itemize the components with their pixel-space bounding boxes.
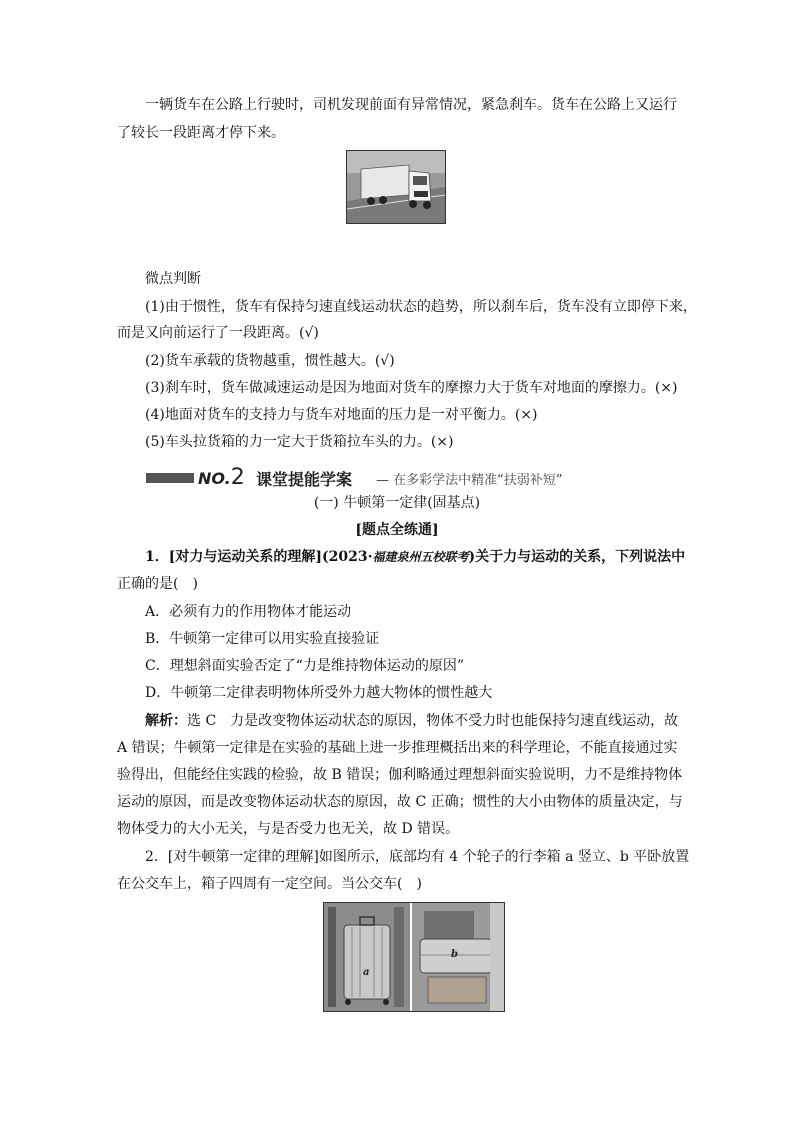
q1-analysis-line-1 <box>145 712 678 730</box>
q1-analysis-line-2: A 错误；牛顿第一定律是在实验的基础上进一步推理概括出来的科学理论，不能直接通过实 <box>117 740 678 756</box>
intro-line-2: 了较长一段距离才停下来。 <box>117 125 285 141</box>
truck-illustration <box>347 151 445 223</box>
banner-bar <box>146 473 194 483</box>
analysis-label: 解析： <box>145 713 187 729</box>
banner-number <box>198 465 245 490</box>
q1-stem-start: 1．[对力与运动关系的理解](2023· <box>145 549 373 565</box>
judgement-item-5: (5)车头拉货箱的力一定大于货箱拉车头的力。(×) <box>145 434 454 450</box>
judgement-item-4: (4)地面对货车的支持力与货车对地面的压力是一对平衡力。(×) <box>145 407 538 423</box>
q1-analysis-line-4: 运动的原因，而是改变物体运动状态的原因，故 C 正确；惯性的大小由物体的质量决定，与 <box>117 794 683 810</box>
luggage-label-b: b <box>451 949 458 960</box>
banner-no-number: 2 <box>230 465 245 490</box>
q1-option-c: C．理想斜面实验否定了“力是维持物体运动的原因” <box>145 658 465 674</box>
q1-analysis-line-5: 物体受力的大小无关，与是否受力也无关，故 D 错误。 <box>117 821 460 837</box>
q1-stem-end: )关于力与运动的关系，下列说法中 <box>468 549 686 565</box>
q1-stem <box>145 548 685 566</box>
truck-photo <box>346 150 446 224</box>
q1-option-b: B．牛顿第一定律可以用实验直接验证 <box>145 631 380 647</box>
banner-title: 课堂提能学案 <box>256 470 353 489</box>
analysis-text-1: 选 C 力是改变物体运动状态的原因，物体不受力时也能保持匀速直线运动，故 <box>187 713 679 729</box>
section-subtitle: [题点全练通] <box>355 522 439 538</box>
q1-stem-line-2: 正确的是( ) <box>117 576 198 592</box>
section-title: (一) 牛顿第一定律(固基点) <box>313 495 481 511</box>
judgement-item-3: (3)刹车时，货车做减速运动是因为地面对货车的摩擦力大于货车对地面的摩擦力。(×) <box>145 380 678 396</box>
q1-source: 福建泉州五校联考 <box>372 550 469 564</box>
q2-stem-line-1: 2．[对牛顿第一定律的理解]如图所示，底部均有 4 个轮子的行李箱 a 竖立、b 平卧放置 <box>145 849 690 865</box>
banner-no-label: NO. <box>198 469 231 488</box>
q1-analysis-line-3: 验得出，但能经住实践的检验，故 B 错误；伽利略通过理想斜面实验说明，力不是维持物体 <box>117 767 683 783</box>
banner-subtitle: — 在多彩学法中精准“扶弱补短” <box>376 473 563 488</box>
judgement-heading: 微点判断 <box>145 271 201 287</box>
judgement-item-1-cont: 而是又向前运行了一段距离。(√) <box>117 325 319 341</box>
q1-option-d: D．牛顿第二定律表明物体所受外力越大物体的惯性越大 <box>145 685 493 701</box>
q1-option-a: A．必须有力的作用物体才能运动 <box>145 604 352 620</box>
intro-line-1: 一辆货车在公路上行驶时，司机发现前面有异常情况，紧急刹车。货车在公路上又运行 <box>145 97 677 113</box>
luggage-photo <box>323 902 505 1012</box>
section-banner <box>144 464 664 488</box>
luggage-illustration <box>324 903 504 1011</box>
judgement-item-1: (1)由于惯性，货车有保持匀速直线运动状态的趋势，所以刹车后，货车没有立即停下来， <box>145 299 697 315</box>
luggage-label-a: a <box>363 967 370 978</box>
q2-stem-line-2: 在公交车上，箱子四周有一定空间。当公交车( ) <box>117 876 422 892</box>
judgement-item-2: (2)货车承载的货物越重，惯性越大。(√) <box>145 353 395 369</box>
